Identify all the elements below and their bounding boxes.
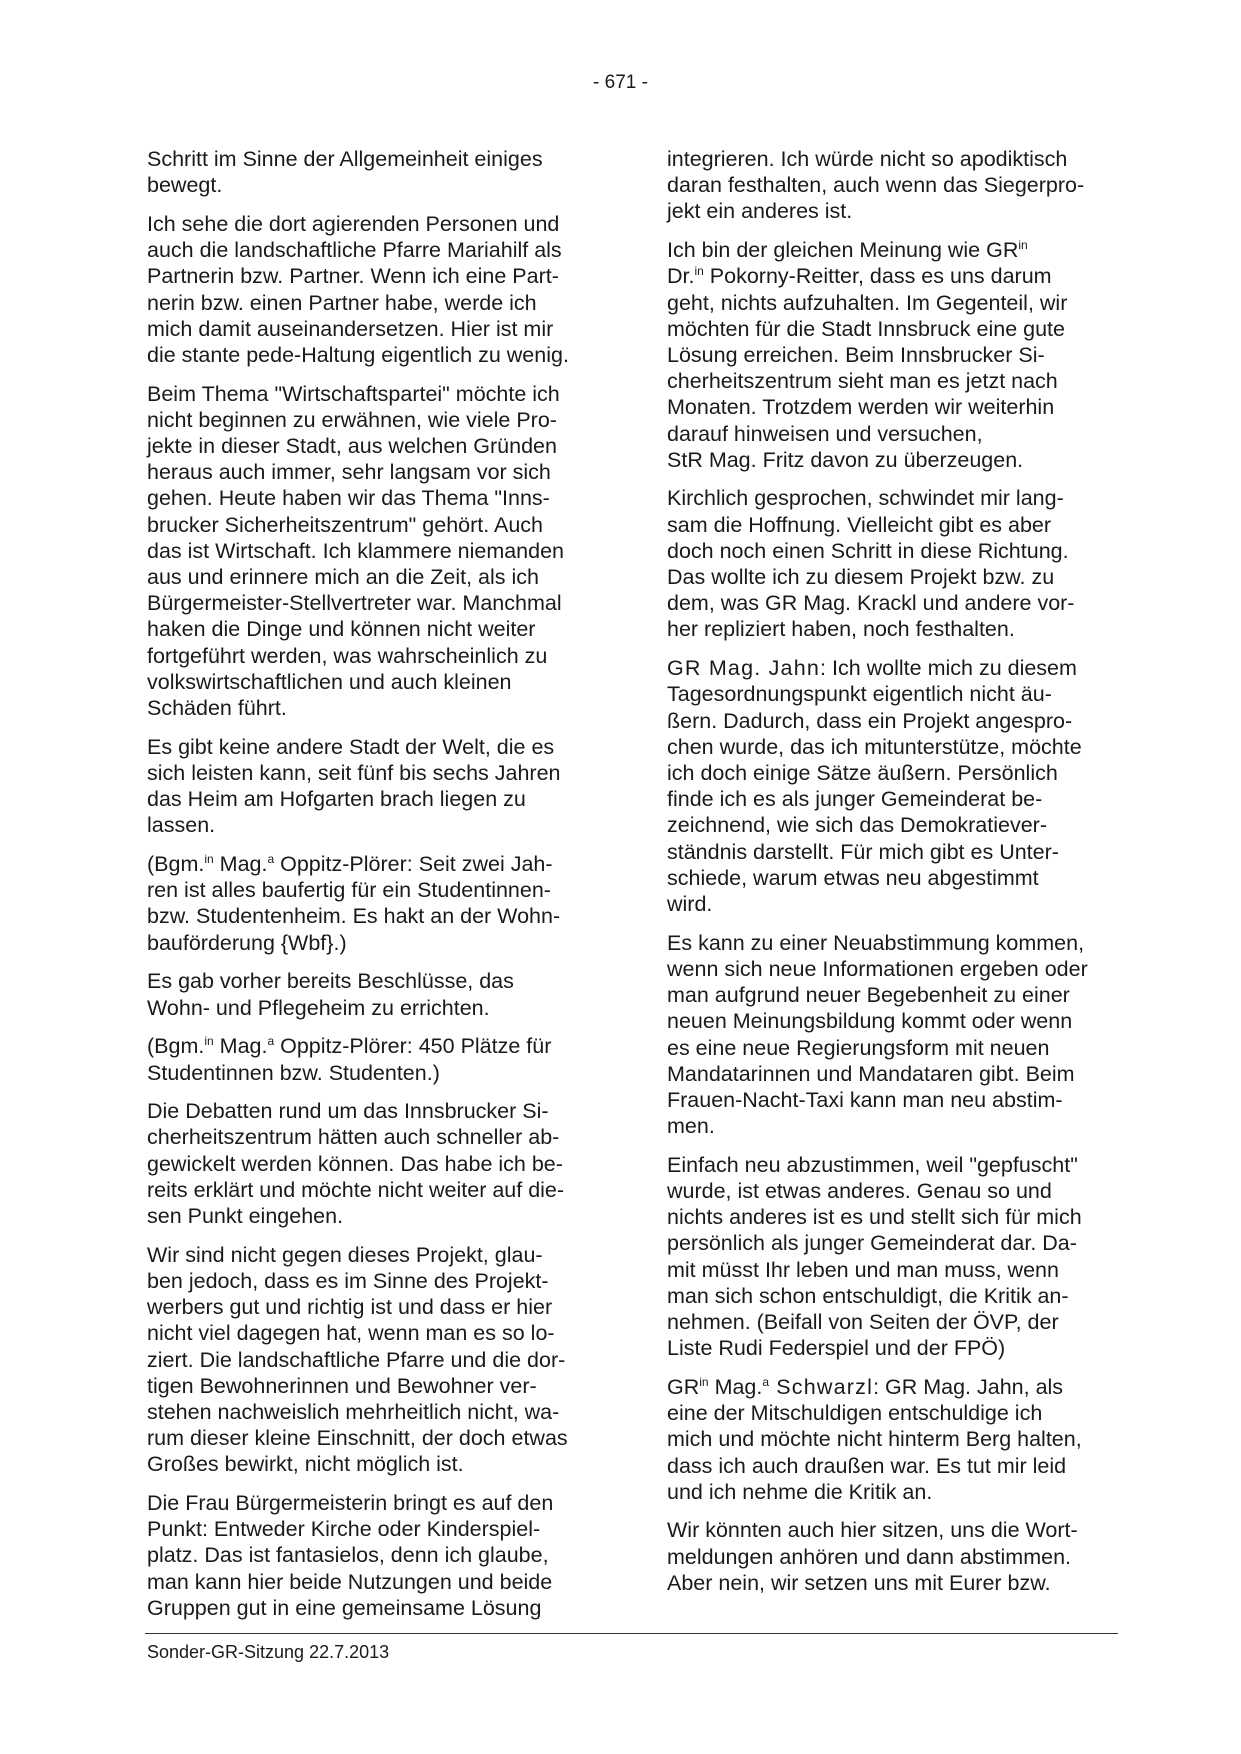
interjection-paragraph: (Bgm.$^{in}$ Mag.$^a$ Oppitz-Plörer: Seit zwei Jah- ren ist alles baufertig für ein Studentinnen- bzw. Studentenheim. Es hakt an der Wohn- bauförderung {Wbf}.) bbox=[147, 851, 561, 955]
speaker-name: Schwarzl bbox=[769, 1374, 874, 1399]
paragraph: Wir sind nicht gegen dieses Projekt, glau- ben jedoch, dass es im Sinne des Projekt- werbers gut und richtig ist und dass er hier nicht viel dagegen hat, wenn man es so lo- ziert. Die landschaftliche Pfarre und die dor- tigen Bewohnerinnen und Bewohner ver- stehen nachweislich mehrheitlich nicht, wa- rum dieser kleine Einschnitt, der doch etwas Großes bewirkt, nicht möglich ist. bbox=[147, 1242, 568, 1477]
interjection-paragraph: (Bgm.$^{in}$ Mag.$^a$ Oppitz-Plörer: 450 Plätze für Studentinnen bzw. Studenten.) bbox=[147, 1034, 552, 1085]
paragraph: Einfach neu abzustimmen, weil "gepfuscht" wurde, ist etwas anderes. Genau so und nichts anderes ist es und stellt sich für mich persönlich als junger Gemeinderat dar. Da- mit müsst Ihr leben und man muss, wenn man sich schon entschuldigt, die Kritik an- nehmen. (Beifall von Seiten der ÖVP, der Liste Rudi Federspiel und der FPÖ) bbox=[667, 1152, 1082, 1361]
paragraph: Ich sehe die dort agierenden Personen und auch die landschaftliche Pfarre Mariahilf als Partnerin bzw. Partner. Wenn ich eine Part- nerin bzw. einen Partner habe, werde ich mich damit auseinandersetzen. Hier ist mir die stante pede-Haltung eigentlich zu wenig. bbox=[147, 211, 569, 367]
paragraph: Es gibt keine andere Stadt der Welt, die es sich leisten kann, seit fünf bis sechs Jahren das Heim am Hofgarten brach liegen zu lassen. bbox=[147, 734, 561, 838]
paragraph: Die Frau Bürgermeisterin bringt es auf den Punkt: Entweder Kirche oder Kinderspiel- platz. Das ist fantasielos, denn ich glaube, man kann hier beide Nutzungen und beide Gruppen gut in eine gemeinsame Lösung bbox=[147, 1491, 554, 1620]
paragraph: Kirchlich gesprochen, schwindet mir lang- sam die Hoffnung. Vielleicht gibt es aber doch noch einen Schritt in diese Richtung. Das wollte ich zu diesem Projekt bzw. zu dem, was GR Mag. Krackl und andere vor- her repliziert haben, noch festhalten. bbox=[667, 486, 1075, 642]
footer-divider bbox=[145, 1633, 1118, 1634]
paragraph: Ich bin der gleichen Meinung wie $GR^{in}$ Dr.$^{in}$ Pokorny-Reitter, dass es uns darum geht, nichts aufzuhalten. Im Gegenteil, wir möchten für die Stadt Innsbruck eine gute Lösung erreichen. Beim Innsbrucker Si- cherheitszentrum sieht man es jetzt nach Monaten. Trotzdem werden wir weiterhin darauf hinweisen und versuchen, StR Mag. Fritz davon zu überzeugen. bbox=[667, 237, 1068, 472]
paragraph: Es kann zu einer Neuabstimmung kommen, wenn sich neue Informationen ergeben oder man aufgrund neuer Begebenheit zu einer neuen Meinungsbildung kommt oder wenn es eine neue Regierungsform mit neuen Mandatarinnen und Mandataren gibt. Beim Frauen-Nacht-Taxi kann man neu abstim- men. bbox=[667, 930, 1088, 1139]
speaker-name: GR Mag. Jahn bbox=[667, 656, 821, 681]
paragraph: Beim Thema "Wirtschaftspartei" möchte ich nicht beginnen zu erwähnen, wie viele Pro- jekte in dieser Stadt, aus welchen Gründen heraus auch immer, sehr langsam vor sich gehen. Heute haben wir das Thema "Inns- brucker Sicherheitszentrum" gehört. Auch das ist Wirtschaft. Ich klammere niemanden aus und erinnere mich an die Zeit, als ich Bürgermeister-Stellvertreter war. Manchmal haken die Dinge und können nicht weiter fortgeführt werden, was wahrscheinlich zu volkswirtschaftlichen und auch kleinen Schäden führt. bbox=[147, 381, 565, 721]
left-column bbox=[147, 146, 609, 1634]
paragraph: Wir könnten auch hier sitzen, uns die Wort- meldungen anhören und dann abstimmen. Aber nein, wir setzen uns mit Eurer bzw. bbox=[667, 1518, 1078, 1595]
paragraph: Die Debatten rund um das Innsbrucker Si- cherheitszentrum hätten auch schneller ab- gewickelt werden können. Das habe ich be- reits erklärt und möchte nicht weiter auf die- sen Punkt eingehen. bbox=[147, 1099, 565, 1229]
paragraph: Es gab vorher bereits Beschlüsse, das Wohn- und Pflegeheim zu errichten. bbox=[147, 969, 514, 1020]
paragraph: Schritt im Sinne der Allgemeinheit einiges bewegt. bbox=[147, 147, 543, 198]
footer-text: Sonder-GR-Sitzung 22.7.2013 bbox=[147, 1642, 390, 1662]
paragraph: integrieren. Ich würde nicht so apodiktisch daran festhalten, auch wenn das Siegerpro- jekt ein anderes ist. bbox=[667, 147, 1085, 224]
page-number: - 671 - bbox=[593, 72, 648, 93]
speaker-paragraph: GR Mag. Jahn: Ich wollte mich zu diesem Tagesordnungspunkt eigentlich nicht äu- ßern. Dadurch, dass ein Projekt angespro- chen wurde, das ich mitunterstütze, möchte ich doch einige Sätze äußern. Persönlich finde ich es als junger Gemeinderat be- zeichnend, wie sich das Demokratiever- ständnis darstellt. Für mich gibt es Unter- schiede, warum etwas neu abgestimmt wird. bbox=[667, 656, 1082, 916]
right-column bbox=[667, 146, 1129, 1609]
speaker-paragraph: $GR^{in}$ Mag.$^a$ Schwarzl: GR Mag. Jahn, als eine der Mitschuldigen entschuldige ich mich und möchte nicht hinterm Berg halten, dass ich auch draußen war. Es tut mir leid und ich nehme die Kritik an. bbox=[667, 1374, 1082, 1504]
